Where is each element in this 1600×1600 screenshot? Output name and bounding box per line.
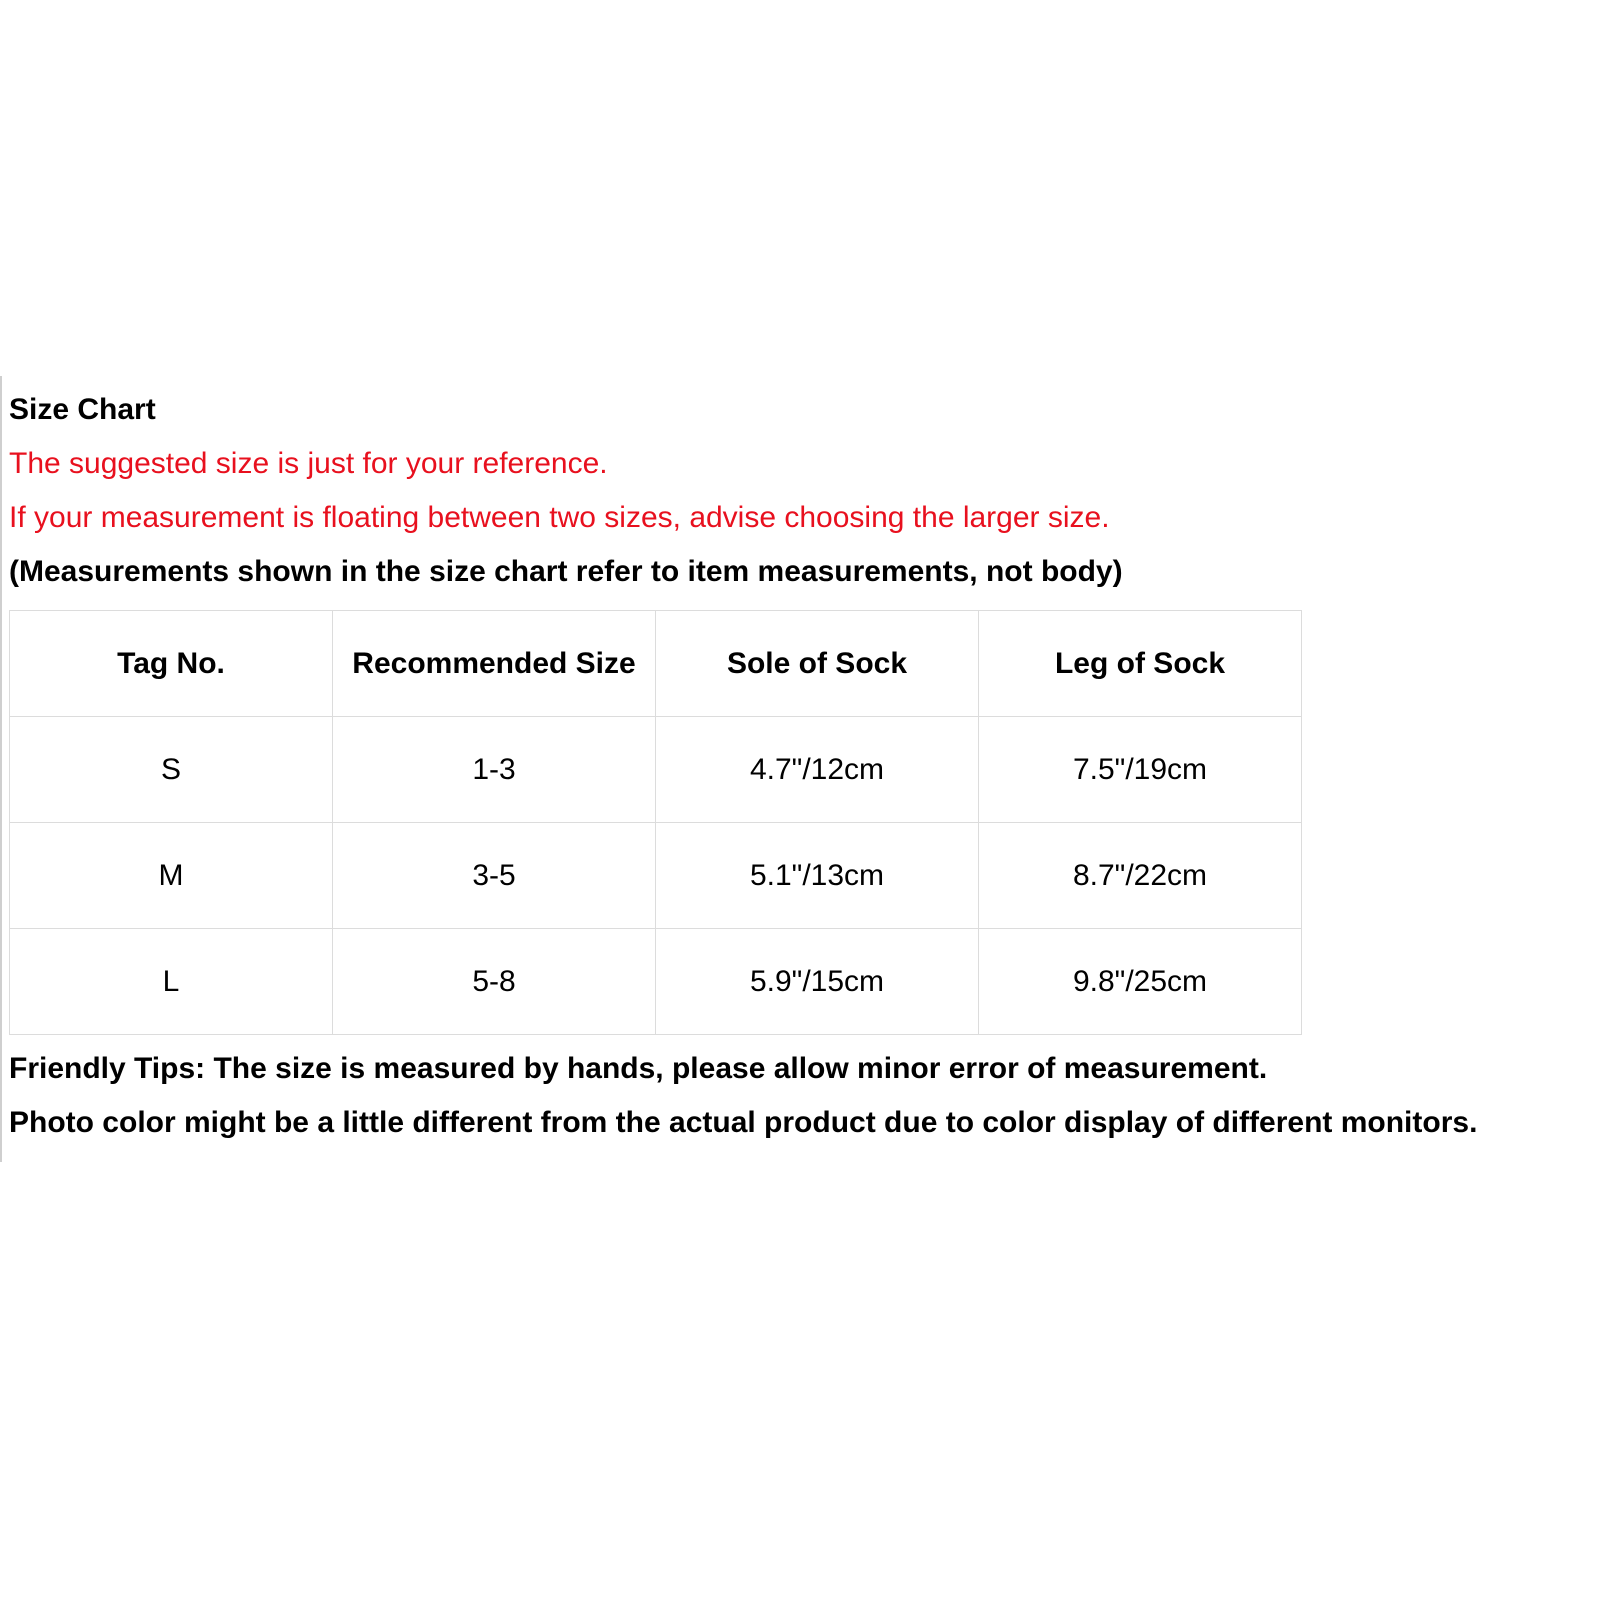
color-disclaimer: Photo color might be a little different from the actual product due to color display of different monitors. [9,1106,1478,1139]
table-row [10,929,1302,1035]
tips-block [9,1042,1594,1150]
cell-recommended-size: 5-8 [333,929,656,1035]
cell-sole-of-sock: 5.9"/15cm [656,929,979,1035]
cell-sole-of-sock: 4.7"/12cm [656,717,979,823]
cell-tag-no: M [10,823,333,929]
left-border-rule [0,376,2,1162]
size-table [9,610,1302,1035]
measurement-disclaimer: (Measurements shown in the size chart refer to item measurements, not body) [9,555,1123,588]
column-header-leg-of-sock: Leg of Sock [979,611,1302,717]
table-row [10,717,1302,823]
cell-tag-no: S [10,717,333,823]
table-header-row [10,611,1302,717]
table-row [10,823,1302,929]
cell-sole-of-sock: 5.1"/13cm [656,823,979,929]
size-chart-title: Size Chart [9,393,156,426]
reference-note: The suggested size is just for your reference. [9,447,608,480]
column-header-tag-no: Tag No. [10,611,333,717]
size-chart-section [9,383,1594,1150]
cell-recommended-size: 1-3 [333,717,656,823]
larger-size-advice: If your measurement is floating between two sizes, advise choosing the larger size. [9,501,1110,534]
cell-leg-of-sock: 8.7"/22cm [979,823,1302,929]
cell-recommended-size: 3-5 [333,823,656,929]
column-header-sole-of-sock: Sole of Sock [656,611,979,717]
cell-tag-no: L [10,929,333,1035]
column-header-recommended-size: Recommended Size [333,611,656,717]
cell-leg-of-sock: 9.8"/25cm [979,929,1302,1035]
friendly-tip: Friendly Tips: The size is measured by hands, please allow minor error of measurement. [9,1052,1268,1085]
cell-leg-of-sock: 7.5"/19cm [979,717,1302,823]
